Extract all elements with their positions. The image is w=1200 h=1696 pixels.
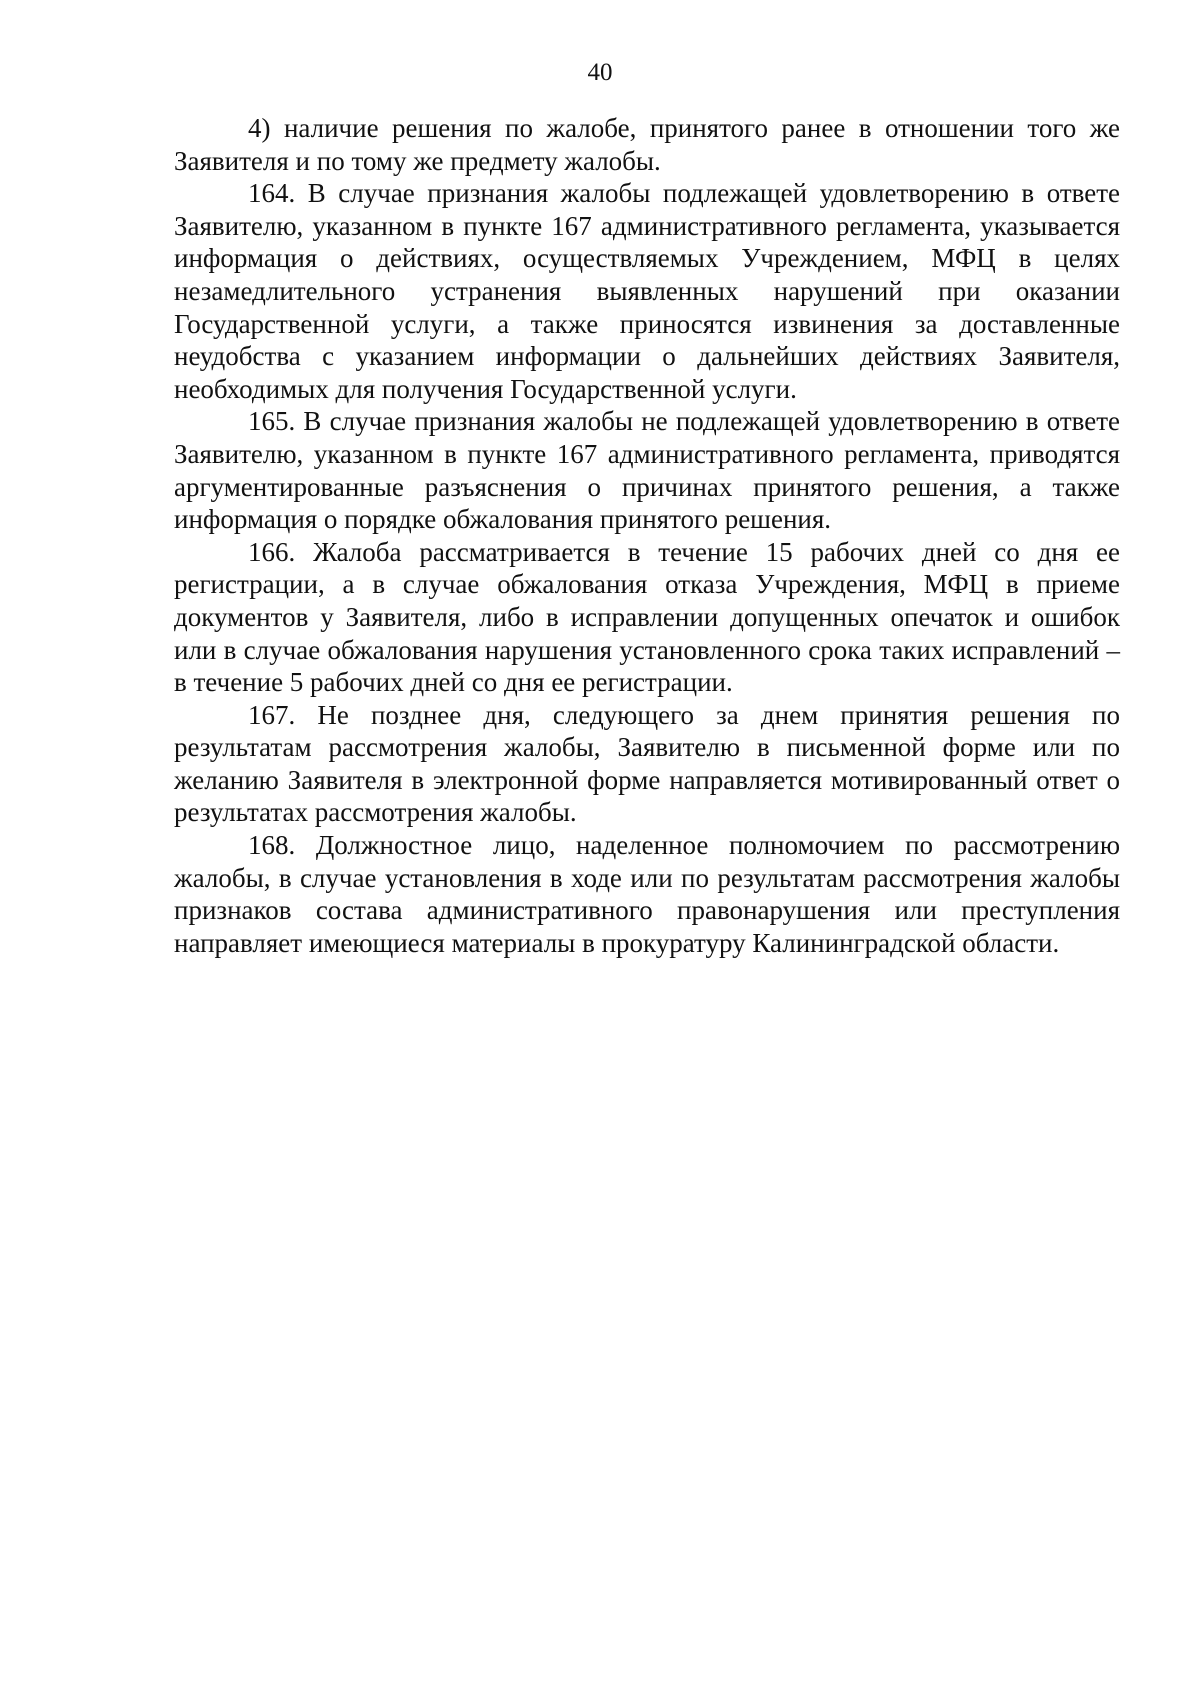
paragraph-168: 168. Должностное лицо, наделенное полномочием по рассмотрению жалобы, в случае установления в ходе или по результатам рассмотрения жалобы признаков состава административного правонарушения или преступления направляет имеющиеся материалы в прокуратуру Калининградской области.	[174, 830, 1120, 958]
paragraph-166: 166. Жалоба рассматривается в течение 15 рабочих дней со дня ее регистрации, а в случае обжалования отказа Учреждения, МФЦ в приеме документов у Заявителя, либо в исправлении допущенных опечаток и ошибок или в случае обжалования нарушения установленного срока таких исправлений – в течение 5 рабочих дней со дня ее регистрации.	[174, 536, 1120, 698]
page-number: 40	[587, 59, 613, 86]
paragraph-164: 164. В случае признания жалобы подлежащей удовлетворению в ответе Заявителю, указанном в пункте 167 административного регламента, указывается информация о действиях, осуществляемых Учреждением, МФЦ в целях незамедлительного устранения выявленных нарушений при оказании Государственной услуги, а также приносятся извинения за доставленные неудобства с указанием информации о дальнейших действиях Заявителя, необходимых для получения Государственной услуги.	[174, 178, 1120, 404]
paragraph-165: 165. В случае признания жалобы не подлежащей удовлетворению в ответе Заявителю, указанном в пункте 167 административного регламента, приводятся аргументированные разъяснения о причинах принятого решения, а также информация о порядке обжалования принятого решения.	[174, 406, 1120, 535]
paragraph-item-4: 4) наличие решения по жалобе, принятого ранее в отношении того же Заявителя и по тому же предмету жалобы.	[174, 113, 1120, 176]
document-body	[174, 112, 1120, 959]
paragraph-167: 167. Не позднее дня, следующего за днем принятия решения по результатам рассмотрения жалобы, Заявителю в письменной форме или по желанию Заявителя в электронной форме направляется мотивированный ответ о результатах рассмотрения жалобы.	[174, 699, 1120, 828]
